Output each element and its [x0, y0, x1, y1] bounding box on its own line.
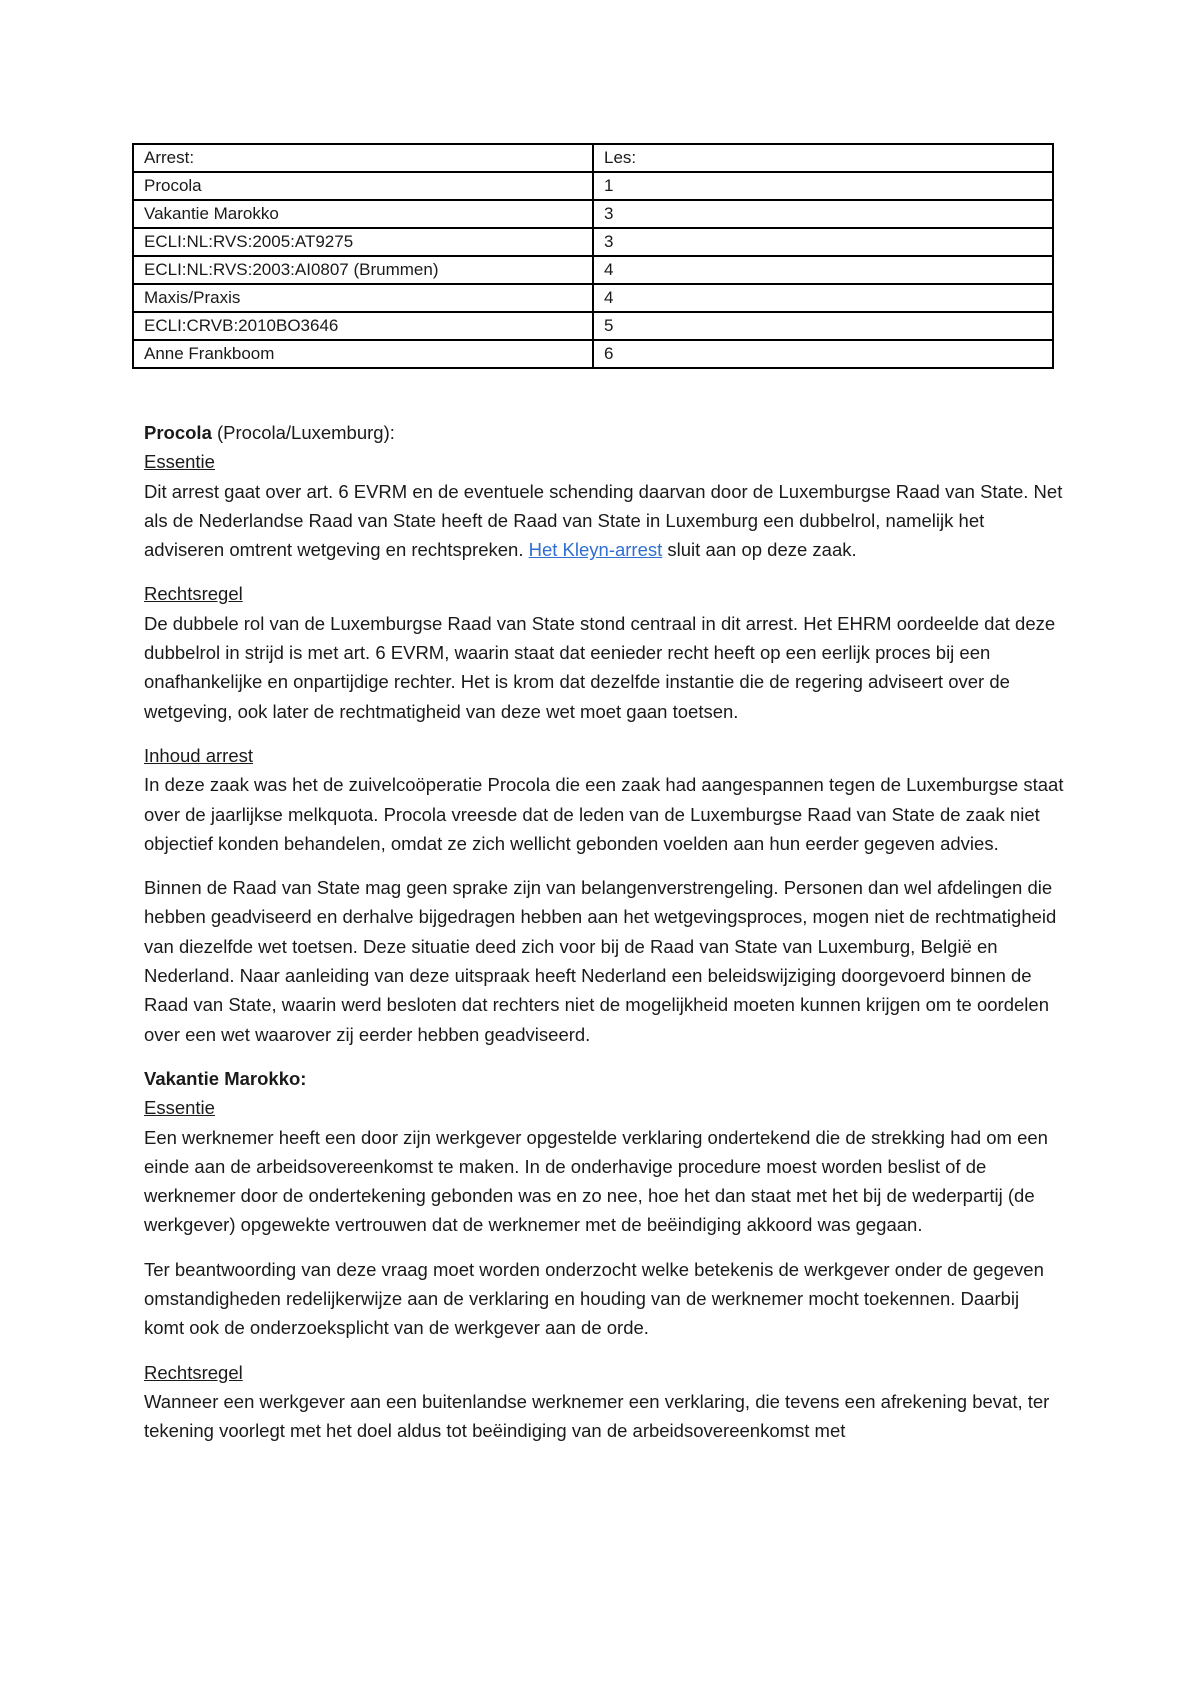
- table-row: [133, 312, 1053, 340]
- document-body: [144, 418, 1064, 1446]
- case-name: ECLI:NL:RVS:2003:AI0807 (Brummen): [133, 256, 593, 284]
- kleyn-arrest-link[interactable]: Het Kleyn-arrest: [528, 539, 663, 561]
- vakantie-rule-paragraph: Wanneer een werkgever aan een buitenlandse werknemer een verklaring, die tevens een afrekening bevat, ter tekening voorlegt met het doel aldus tot beëindiging van de arbeidsovereenkomst met: [144, 1390, 1050, 1442]
- procola-title: Procola: [144, 422, 212, 443]
- header-lesson: Les:: [593, 144, 1053, 172]
- table-row: [133, 200, 1053, 228]
- case-name: Maxis/Praxis: [133, 284, 593, 312]
- lesson-number: 6: [593, 340, 1053, 368]
- case-name: Anne Frankboom: [133, 340, 593, 368]
- procola-rule-paragraph: De dubbele rol van de Luxemburgse Raad van State stond centraal in dit arrest. Het EHRM oordeelde dat deze dubbelrol in strijd is met art. 6 EVRM, waarin staat dat eenieder recht heeft op een eerlijk proces bij een onafhankelijke en onpartijdige rechter. Het is krom dat dezelfde instantie die de regering adviseert over de wetgeving, ook later de rechtmatigheid van deze wet moet gaan toetsen.: [144, 612, 1056, 722]
- procola-heading: [144, 418, 1064, 447]
- procola-content-heading: Inhoud arrest: [144, 744, 254, 766]
- procola-essence-heading: Essentie: [144, 451, 215, 473]
- procola-essence-paragraph: [144, 477, 1064, 565]
- table-row: [133, 340, 1053, 368]
- lesson-number: 4: [593, 284, 1053, 312]
- procola-rule-heading: Rechtsregel: [144, 583, 243, 605]
- case-name: ECLI:NL:RVS:2005:AT9275: [133, 228, 593, 256]
- case-index-table: [132, 143, 1054, 369]
- lesson-number: 5: [593, 312, 1053, 340]
- vakantie-essence-heading: Essentie: [144, 1097, 215, 1119]
- procola-essence-after-link: sluit aan op deze zaak.: [662, 539, 857, 561]
- case-name: ECLI:CRVB:2010BO3646: [133, 312, 593, 340]
- procola-content-paragraph-1: In deze zaak was het de zuivelcoöperatie Procola die een zaak had aangespannen tegen de Luxemburgse staat over de jaarlijkse melkquota. Procola vreesde dat de leden van de Luxemburgse Raad van State de zaak niet objectief konden behandelen, omdat ze zich wellicht gebonden voelden aan hun eerder gegeven advies.: [144, 774, 1064, 854]
- vakantie-essence-paragraph-1: Een werknemer heeft een door zijn werkgever opgestelde verklaring ondertekend die de strekking had om een einde aan de arbeidsovereenkomst te maken. In de onderhavige procedure moest worden beslist of de werknemer door de ondertekening gebonden was en zo nee, hoe het dan staat met het bij de wederpartij (de werkgever) opgewekte vertrouwen dat de werknemer met de beëindiging akkoord was gegaan.: [144, 1126, 1048, 1236]
- case-name: Procola: [133, 172, 593, 200]
- header-case: Arrest:: [133, 144, 593, 172]
- procola-title-suffix: (Procola/Luxemburg):: [211, 422, 395, 443]
- table-row: [133, 256, 1053, 284]
- table-row: [133, 284, 1053, 312]
- procola-essence-text: Dit arrest gaat over art. 6 EVRM en de eventuele schending daarvan door de Luxemburgse Raad van State. Net als de Nederlandse Raad van State heeft de Raad van State in Luxemburg een dubbelrol, namelijk het adviseren omtrent wetgeving en rechtspreken.: [144, 480, 1063, 561]
- vakantie-marokko-heading: Vakantie Marokko:: [144, 1067, 307, 1089]
- lesson-number: 3: [593, 228, 1053, 256]
- table-row: [133, 172, 1053, 200]
- vakantie-rule-heading: Rechtsregel: [144, 1361, 243, 1383]
- table-header-row: [133, 144, 1053, 172]
- table-row: [133, 228, 1053, 256]
- lesson-number: 3: [593, 200, 1053, 228]
- vakantie-essence-paragraph-2: Ter beantwoording van deze vraag moet worden onderzocht welke betekenis de werkgever onder de gegeven omstandigheden redelijkerwijze aan de verklaring en houding van de werknemer mocht toekennen. Daarbij komt ook de onderzoeksplicht van de werkgever aan de orde.: [144, 1258, 1044, 1339]
- case-name: Vakantie Marokko: [133, 200, 593, 228]
- lesson-number: 1: [593, 172, 1053, 200]
- lesson-number: 4: [593, 256, 1053, 284]
- procola-content-paragraph-2: Binnen de Raad van State mag geen sprake zijn van belangenverstrengeling. Personen dan wel afdelingen die hebben geadviseerd en derhalve bijgedragen hebben aan het wetgevingsproces, mogen niet de rechtmatigheid van diezelfde wet toetsen. Deze situatie deed zich voor bij de Raad van State van Luxemburg, België en Nederland. Naar aanleiding van deze uitspraak heeft Nederland een beleidswijziging doorgevoerd binnen de Raad van State, waarin werd besloten dat rechters niet de mogelijkheid moeten kunnen krijgen om te oordelen over een wet waarover zij eerder hebben geadviseerd.: [144, 877, 1057, 1045]
